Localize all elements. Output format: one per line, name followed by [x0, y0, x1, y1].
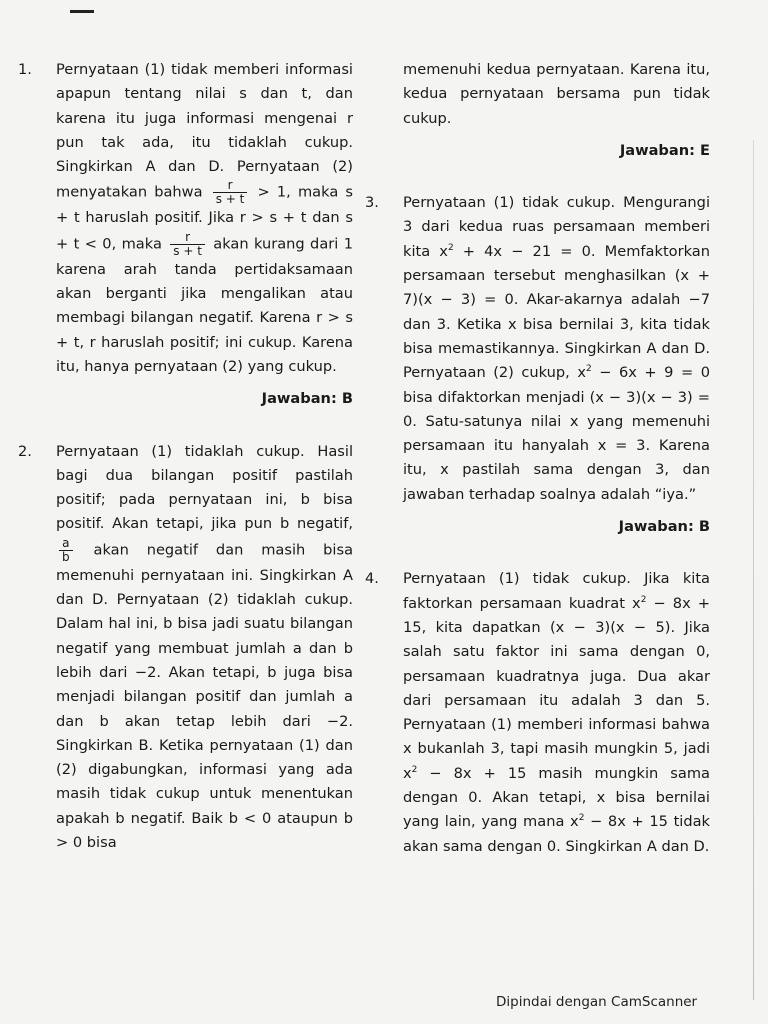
superscript: 2: [578, 813, 585, 824]
answer-label: Jawaban: B: [261, 390, 353, 408]
item-body: [56, 58, 353, 379]
superscript: 2: [411, 764, 418, 775]
item-2: [18, 440, 353, 856]
item-text: Pernyataan (1) tidak cukup. Mengurangi 3 dari kedua ruas persamaan memberi kita x: [403, 194, 710, 260]
fraction-r-over-s-plus-t: [213, 179, 248, 206]
item-text: Pernyataan (1) tidaklah cukup. Hasil bagi dua bilangan positif pastilah positif; pada pernyataan ini, b bisa positif. Akan tetapi, jika pun b negatif,: [56, 442, 353, 533]
answer-label: Jawaban: B: [618, 518, 710, 536]
item-3: [365, 191, 710, 507]
fraction-denominator: b: [62, 549, 70, 564]
item-body: [403, 567, 710, 859]
item-4: [365, 567, 710, 859]
item-text: akan kurang dari 1 karena arah tanda pertidaksamaan akan berganti jika mengalikan atau membagi bilangan negatif. Karena r > s + t, r haruslah positif; ini cukup. Karena itu, hanya pernyataan (2) yang cukup.: [56, 235, 353, 375]
item-number: 4.: [365, 570, 379, 588]
right-column: [365, 58, 710, 859]
item-body: [403, 191, 710, 507]
fraction-numerator: r: [213, 179, 248, 193]
fraction-r-over-s-plus-t: [170, 231, 205, 258]
superscript: 2: [447, 242, 454, 253]
fraction-denominator: s + t: [215, 192, 245, 207]
fraction-a-over-b: [59, 537, 73, 564]
superscript: 2: [585, 364, 592, 375]
fraction-numerator: a: [59, 537, 73, 551]
item-1: [18, 58, 353, 379]
item-text: − 8x + 15, kita dapatkan (x − 3)(x − 5). Jika salah satu faktor ini sama dengan 0, persamaan kuadratnya juga. Dua akar dari persamaan itu adalah 3 dan 5. Pernyataan (1) memberi informasi bahwa x bukanlah 3, tapi masih mungkin 5, jadi x: [403, 594, 711, 782]
fraction-denominator: s + t: [173, 243, 202, 258]
item-text: + 4x − 21 = 0. Memfaktorkan persamaan tersebut menghasilkan (x + 7)(x − 3) = 0. Akar-akarnya adalah −7 dan 3. Ketika x bisa bernilai 3, kita tidak bisa memastikannya. Singkirkan A dan D. Pernyataan (2) cukup, x: [403, 242, 710, 382]
item-body: [56, 440, 353, 856]
scanner-watermark: Dipindai dengan CamScanner: [496, 994, 698, 1010]
item-text: akan negatif dan masih bisa memenuhi pernyataan ini. Singkirkan A dan D. Pernyataan (2) tidaklah cukup. Dalam hal ini, b bisa jadi suatu bilangan negatif yang membuat jumlah a dan b lebih dari −2. Akan tetapi, b juga bisa menjadi bilangan positif dan jumlah a dan b akan tetap lebih dari −2. Singkirkan B. Ketika pernyataan (1) dan (2) digabungkan, informasi yang ada masih tidak cukup untuk menentukan apakah b negatif. Baik b < 0 ataupun b > 0 bisa: [56, 541, 354, 852]
item-2-continuation: memenuhi kedua pernyataan. Karena itu, kedua pernyataan bersama pun tidak cukup.: [403, 61, 710, 127]
page-edge-shadow: [753, 140, 754, 1000]
answer-label: Jawaban: E: [619, 141, 710, 159]
item-text: Pernyataan (1) tidak memberi informasi apapun tentang nilai s dan t, dan karena itu juga informasi mengenai r pun tak ada, itu tidaklah cukup. Singkirkan A dan D. Pernyataan (2) menyatakan bahwa: [56, 61, 353, 201]
item-text: − 8x + 15 tidak akan sama dengan 0. Singkirkan A dan D.: [403, 813, 711, 855]
item-number: 1.: [18, 61, 32, 78]
item-number: 3.: [365, 194, 379, 212]
item-text: − 6x + 9 = 0 bisa difaktorkan menjadi (x − 3)(x − 3) = 0. Satu-satunya nilai x yang memenuhi persamaan itu hanyalah x = 3. Karena itu, x pastilah sama dengan 3, dan jawaban terhadap soalnya adalah “iya.”: [403, 364, 710, 503]
left-column: [18, 58, 353, 855]
superscript: 2: [640, 594, 647, 605]
top-mark: [70, 10, 94, 13]
item-text: − 8x + 15 masih mungkin sama dengan 0. Akan tetapi, x bisa bernilai yang lain, yang mana x: [403, 764, 710, 831]
item-number: 2.: [18, 442, 32, 460]
item-text: > 1, maka s + t haruslah positif. Jika r > s + t dan s + t < 0, maka: [56, 183, 354, 253]
item-text: Pernyataan (1) tidak cukup. Jika kita faktorkan persamaan kuadrat x: [403, 570, 710, 612]
fraction-numerator: r: [170, 231, 205, 245]
